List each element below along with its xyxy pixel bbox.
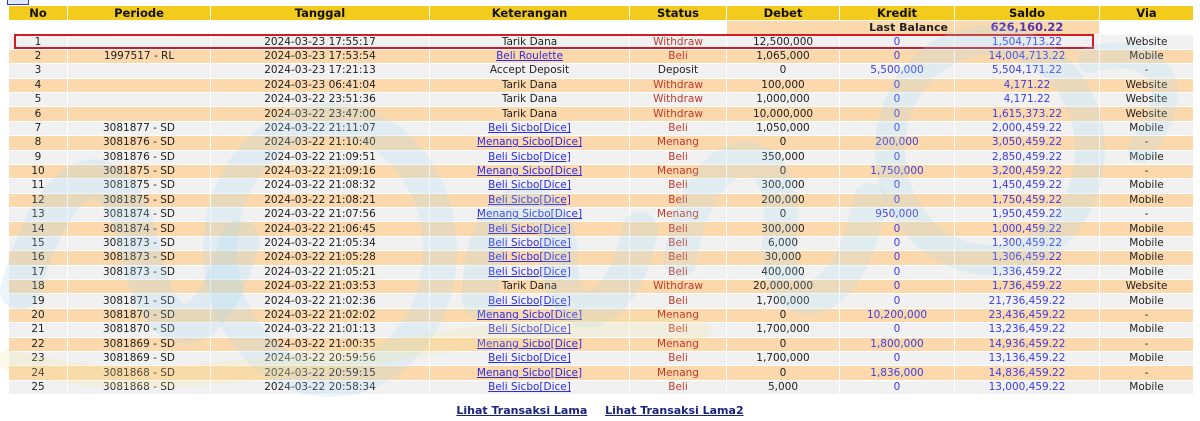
keterangan-link[interactable]: Menang Sicbo[Dice] — [476, 165, 583, 178]
cell-kredit: 0 — [840, 222, 955, 236]
table-row — [9, 351, 1194, 365]
cell-via: - — [1100, 337, 1194, 351]
cell-tanggal: 2024-03-22 21:01:13 — [211, 323, 430, 337]
cell-no: 20 — [9, 308, 68, 322]
cell-no: 13 — [9, 208, 68, 222]
cell-no: 5 — [9, 92, 68, 106]
cell-via: Website — [1100, 107, 1194, 121]
cell-keterangan — [430, 366, 630, 380]
cell-kredit: 0 — [840, 380, 955, 394]
table-row — [9, 308, 1194, 322]
cell-no: 18 — [9, 280, 68, 294]
cell-periode: 3081869 - SD — [68, 337, 211, 351]
cell-debet: 12,500,000 — [727, 35, 840, 49]
cell-saldo: 3,200,459.22 — [955, 164, 1100, 178]
cell-via: - — [1100, 366, 1194, 380]
cell-tanggal: 2024-03-22 20:59:15 — [211, 366, 430, 380]
cell-debet: 5,000 — [727, 380, 840, 394]
cell-status: Menang — [630, 208, 727, 222]
keterangan-link[interactable]: Beli Sicbo[Dice] — [488, 193, 571, 206]
cell-keterangan — [430, 351, 630, 365]
cell-debet: 1,050,000 — [727, 121, 840, 135]
keterangan-link[interactable]: Menang Sicbo[Dice] — [476, 208, 583, 221]
cell-tanggal: 2024-03-22 21:11:07 — [211, 121, 430, 135]
cell-via: - — [1100, 64, 1194, 78]
cell-debet: 1,700,000 — [727, 294, 840, 308]
cell-debet: 30,000 — [727, 251, 840, 265]
cell-tanggal: 2024-03-22 21:06:45 — [211, 222, 430, 236]
cell-status: Beli — [630, 323, 727, 337]
cell-periode — [68, 107, 211, 121]
cell-debet: 6,000 — [727, 236, 840, 250]
cell-periode: 1997517 - RL — [68, 49, 211, 63]
cell-debet: 300,000 — [727, 222, 840, 236]
cell-periode: 3081874 - SD — [68, 222, 211, 236]
table-row — [9, 222, 1194, 236]
cell-keterangan: Tarik Dana — [430, 35, 630, 49]
cell-via: Website — [1100, 92, 1194, 106]
cell-tanggal: 2024-03-22 21:05:28 — [211, 251, 430, 265]
cell-keterangan — [430, 49, 630, 63]
table-row — [9, 64, 1194, 78]
cell-status: Beli — [630, 236, 727, 250]
cell-periode: 3081868 - SD — [68, 380, 211, 394]
cell-tanggal: 2024-03-22 21:10:40 — [211, 136, 430, 150]
cell-tanggal: 2024-03-22 21:05:34 — [211, 236, 430, 250]
cell-saldo: 4,171.22 — [955, 78, 1100, 92]
cell-no: 25 — [9, 380, 68, 394]
cell-via: Mobile — [1100, 323, 1194, 337]
cell-debet: 200,000 — [727, 193, 840, 207]
cell-periode: 3081876 - SD — [68, 150, 211, 164]
cell-no: 22 — [9, 337, 68, 351]
cell-periode — [68, 280, 211, 294]
cell-keterangan: Tarik Dana — [430, 78, 630, 92]
cell-keterangan — [430, 308, 630, 322]
cell-keterangan: Tarik Dana — [430, 107, 630, 121]
cell-saldo: 21,736,459.22 — [955, 294, 1100, 308]
cell-saldo: 13,136,459.22 — [955, 351, 1100, 365]
cell-via: Website — [1100, 35, 1194, 49]
table-row — [9, 265, 1194, 279]
cell-no: 21 — [9, 323, 68, 337]
cell-saldo: 2,850,459.22 — [955, 150, 1100, 164]
cell-saldo: 5,504,171.22 — [955, 64, 1100, 78]
cell-saldo: 2,000,459.22 — [955, 121, 1100, 135]
keterangan-link[interactable]: Beli Sicbo[Dice] — [488, 380, 571, 393]
cell-saldo: 14,004,713.22 — [955, 49, 1100, 63]
cell-status: Withdraw — [630, 92, 727, 106]
table-row — [9, 280, 1194, 294]
cell-kredit: 0 — [840, 107, 955, 121]
cell-tanggal: 2024-03-22 21:02:36 — [211, 294, 430, 308]
last-balance-row — [9, 21, 1194, 35]
cell-via: Mobile — [1100, 121, 1194, 135]
cell-debet: 0 — [727, 366, 840, 380]
cell-tanggal: 2024-03-23 17:53:54 — [211, 49, 430, 63]
cell-no: 17 — [9, 265, 68, 279]
cell-kredit: 0 — [840, 236, 955, 250]
cell-keterangan — [430, 251, 630, 265]
cell-debet: 10,000,000 — [727, 107, 840, 121]
cell-no: 10 — [9, 164, 68, 178]
cell-kredit: 10,200,000 — [840, 308, 955, 322]
cell-periode: 3081870 - SD — [68, 323, 211, 337]
cell-status: Menang — [630, 308, 727, 322]
table-row — [9, 35, 1194, 49]
cell-status: Menang — [630, 136, 727, 150]
cell-saldo: 1,950,459.22 — [955, 208, 1100, 222]
cell-debet: 0 — [727, 337, 840, 351]
table-row — [9, 49, 1194, 63]
header-saldo: Saldo — [955, 6, 1100, 21]
cell-no: 2 — [9, 49, 68, 63]
cell-kredit: 0 — [840, 78, 955, 92]
cell-keterangan — [430, 265, 630, 279]
cell-no: 3 — [9, 64, 68, 78]
cell-saldo: 14,836,459.22 — [955, 366, 1100, 380]
cell-tanggal: 2024-03-23 17:21:13 — [211, 64, 430, 78]
cell-no: 15 — [9, 236, 68, 250]
cell-periode — [68, 35, 211, 49]
table-header-row — [9, 6, 1194, 21]
header-no: No — [9, 6, 68, 21]
cell-kredit: 0 — [840, 265, 955, 279]
keterangan-link[interactable]: Beli Sicbo[Dice] — [488, 121, 571, 134]
cell-tanggal: 2024-03-22 20:58:34 — [211, 380, 430, 394]
cell-keterangan — [430, 337, 630, 351]
table-row — [9, 337, 1194, 351]
cell-via: Mobile — [1100, 150, 1194, 164]
cell-kredit: 1,836,000 — [840, 366, 955, 380]
cell-status: Withdraw — [630, 280, 727, 294]
cell-kredit: 5,500,000 — [840, 64, 955, 78]
cell-saldo: 1,750,459.22 — [955, 193, 1100, 207]
cell-status: Beli — [630, 351, 727, 365]
cell-saldo: 13,236,459.22 — [955, 323, 1100, 337]
cell-via: Mobile — [1100, 193, 1194, 207]
cell-debet: 300,000 — [727, 179, 840, 193]
cell-saldo: 1,300,459.22 — [955, 236, 1100, 250]
table-row — [9, 150, 1194, 164]
cell-keterangan — [430, 136, 630, 150]
lihat-transaksi-lama2-link[interactable]: Lihat Transaksi Lama2 — [605, 404, 744, 417]
cell-keterangan: Tarik Dana — [430, 92, 630, 106]
cell-saldo: 4,171.22 — [955, 92, 1100, 106]
cell-no: 24 — [9, 366, 68, 380]
cell-status: Beli — [630, 380, 727, 394]
cell-tanggal: 2024-03-23 17:55:17 — [211, 35, 430, 49]
table-row — [9, 251, 1194, 265]
cell-via: Website — [1100, 280, 1194, 294]
cell-saldo: 3,050,459.22 — [955, 136, 1100, 150]
cell-kredit: 0 — [840, 280, 955, 294]
table-row — [9, 179, 1194, 193]
cell-status: Beli — [630, 121, 727, 135]
cell-debet: 0 — [727, 136, 840, 150]
cell-no: 12 — [9, 193, 68, 207]
cell-keterangan — [430, 150, 630, 164]
cell-kredit: 0 — [840, 49, 955, 63]
cell-tanggal: 2024-03-22 21:03:53 — [211, 280, 430, 294]
cell-status: Withdraw — [630, 107, 727, 121]
table-row — [9, 380, 1194, 394]
cell-keterangan — [430, 121, 630, 135]
cell-via: Mobile — [1100, 251, 1194, 265]
cell-status: Beli — [630, 49, 727, 63]
cell-kredit: 950,000 — [840, 208, 955, 222]
cell-periode — [68, 92, 211, 106]
cell-no: 11 — [9, 179, 68, 193]
cell-keterangan: Tarik Dana — [430, 280, 630, 294]
keterangan-link[interactable]: Beli Roulette — [496, 49, 563, 62]
cell-tanggal: 2024-03-22 21:05:21 — [211, 265, 430, 279]
keterangan-link[interactable]: Beli Sicbo[Dice] — [488, 150, 571, 163]
cell-no: 6 — [9, 107, 68, 121]
cell-status: Menang — [630, 366, 727, 380]
cell-kredit: 0 — [840, 92, 955, 106]
cell-no: 1 — [9, 35, 68, 49]
cell-kredit: 1,800,000 — [840, 337, 955, 351]
cell-periode: 3081868 - SD — [68, 366, 211, 380]
cell-keterangan — [430, 294, 630, 308]
cell-via: Mobile — [1100, 179, 1194, 193]
cell-tanggal: 2024-03-22 21:07:56 — [211, 208, 430, 222]
cell-kredit: 0 — [840, 179, 955, 193]
keterangan-link[interactable]: Menang Sicbo[Dice] — [476, 136, 583, 149]
cell-via: Mobile — [1100, 380, 1194, 394]
keterangan-link[interactable]: Beli Sicbo[Dice] — [488, 251, 571, 264]
keterangan-link[interactable]: Beli Sicbo[Dice] — [488, 323, 571, 336]
cell-debet: 350,000 — [727, 150, 840, 164]
cell-via: Mobile — [1100, 265, 1194, 279]
cell-periode: 3081875 - SD — [68, 164, 211, 178]
cell-kredit: 0 — [840, 351, 955, 365]
cell-via: Mobile — [1100, 351, 1194, 365]
lihat-transaksi-lama-link[interactable]: Lihat Transaksi Lama — [456, 404, 588, 417]
cell-status: Beli — [630, 265, 727, 279]
keterangan-link[interactable]: Menang Sicbo[Dice] — [476, 309, 583, 321]
cell-no: 23 — [9, 351, 68, 365]
cell-kredit: 0 — [840, 193, 955, 207]
table-row — [9, 136, 1194, 150]
cell-tanggal: 2024-03-22 21:02:02 — [211, 308, 430, 322]
cell-status: Beli — [630, 294, 727, 308]
cell-keterangan — [430, 236, 630, 250]
cell-no: 19 — [9, 294, 68, 308]
cell-status: Beli — [630, 150, 727, 164]
cell-saldo: 1,450,459.22 — [955, 179, 1100, 193]
cell-via: Mobile — [1100, 49, 1194, 63]
cell-keterangan — [430, 208, 630, 222]
cell-status: Beli — [630, 179, 727, 193]
cell-periode: 3081875 - SD — [68, 179, 211, 193]
transaction-table — [8, 5, 1194, 395]
cell-status: Withdraw — [630, 35, 727, 49]
cell-debet: 1,000,000 — [727, 92, 840, 106]
cell-saldo: 14,936,459.22 — [955, 337, 1100, 351]
cell-debet: 100,000 — [727, 78, 840, 92]
cell-saldo: 1,504,713.22 — [955, 35, 1100, 49]
footer-links — [0, 404, 1200, 417]
cell-periode: 3081869 - SD — [68, 351, 211, 365]
cell-tanggal: 2024-03-22 20:59:56 — [211, 351, 430, 365]
table-row — [9, 323, 1194, 337]
cell-tanggal: 2024-03-22 21:00:35 — [211, 337, 430, 351]
table-row — [9, 236, 1194, 250]
keterangan-link[interactable]: Menang Sicbo[Dice] — [476, 366, 583, 379]
keterangan-link[interactable]: Beli Sicbo[Dice] — [488, 237, 571, 250]
last-balance-value: 626,160.22 — [955, 21, 1100, 35]
cell-debet: 0 — [727, 64, 840, 78]
cell-kredit: 0 — [840, 35, 955, 49]
cell-periode: 3081870 - SD — [68, 308, 211, 322]
cell-via: - — [1100, 136, 1194, 150]
keterangan-link[interactable]: Beli Sicbo[Dice] — [488, 179, 571, 192]
cell-via: - — [1100, 208, 1194, 222]
cell-status: Beli — [630, 222, 727, 236]
cell-keterangan — [430, 164, 630, 178]
keterangan-link[interactable]: Beli Sicbo[Dice] — [488, 265, 571, 278]
cell-via: Mobile — [1100, 222, 1194, 236]
cell-debet: 0 — [727, 164, 840, 178]
cell-kredit: 0 — [840, 294, 955, 308]
table-row — [9, 78, 1194, 92]
cell-kredit: 200,000 — [840, 136, 955, 150]
keterangan-link[interactable]: Beli Sicbo[Dice] — [488, 352, 571, 365]
cell-keterangan — [430, 222, 630, 236]
cell-kredit: 0 — [840, 150, 955, 164]
cell-kredit: 1,750,000 — [840, 164, 955, 178]
cell-kredit: 0 — [840, 121, 955, 135]
cell-periode: 3081871 - SD — [68, 294, 211, 308]
cell-no: 4 — [9, 78, 68, 92]
header-tanggal: Tanggal — [211, 6, 430, 21]
cell-saldo: 1,000,459.22 — [955, 222, 1100, 236]
cell-tanggal: 2024-03-22 23:47:00 — [211, 107, 430, 121]
cell-tanggal: 2024-03-23 06:41:04 — [211, 78, 430, 92]
cell-periode: 3081873 - SD — [68, 236, 211, 250]
cell-status: Withdraw — [630, 78, 727, 92]
cell-status: Beli — [630, 251, 727, 265]
header-keterangan: Keterangan — [430, 6, 630, 21]
cell-saldo: 23,436,459.22 — [955, 308, 1100, 322]
keterangan-link[interactable]: Beli Sicbo[Dice] — [488, 222, 571, 235]
cell-via: - — [1100, 164, 1194, 178]
cell-keterangan — [430, 323, 630, 337]
header-kredit: Kredit — [840, 6, 955, 21]
table-row — [9, 164, 1194, 178]
header-via: Via — [1100, 6, 1194, 21]
cell-via: Website — [1100, 78, 1194, 92]
cell-no: 16 — [9, 251, 68, 265]
keterangan-link[interactable]: Menang Sicbo[Dice] — [476, 337, 583, 350]
cell-status: Deposit — [630, 64, 727, 78]
cell-saldo: 1,306,459.22 — [955, 251, 1100, 265]
last-balance-label: Last Balance — [727, 21, 955, 35]
cell-saldo: 1,736,459.22 — [955, 280, 1100, 294]
cell-via: - — [1100, 308, 1194, 322]
cell-saldo: 1,615,373.22 — [955, 107, 1100, 121]
cell-saldo: 13,000,459.22 — [955, 380, 1100, 394]
table-row — [9, 92, 1194, 106]
cell-tanggal: 2024-03-22 23:51:36 — [211, 92, 430, 106]
cell-tanggal: 2024-03-22 21:09:16 — [211, 164, 430, 178]
cell-kredit: 0 — [840, 323, 955, 337]
cell-no: 14 — [9, 222, 68, 236]
cell-tanggal: 2024-03-22 21:08:21 — [211, 193, 430, 207]
cell-periode — [68, 64, 211, 78]
cell-periode: 3081874 - SD — [68, 208, 211, 222]
cell-tanggal: 2024-03-22 21:08:32 — [211, 179, 430, 193]
cell-via: Mobile — [1100, 294, 1194, 308]
table-row — [9, 193, 1194, 207]
cell-tanggal: 2024-03-22 21:09:51 — [211, 150, 430, 164]
cell-keterangan — [430, 179, 630, 193]
cell-status: Menang — [630, 164, 727, 178]
cell-periode — [68, 78, 211, 92]
cell-debet: 20,000,000 — [727, 280, 840, 294]
cell-status: Beli — [630, 193, 727, 207]
header-status: Status — [630, 6, 727, 21]
table-row — [9, 107, 1194, 121]
cell-periode: 3081876 - SD — [68, 136, 211, 150]
cell-saldo: 1,336,459.22 — [955, 265, 1100, 279]
cell-keterangan — [430, 193, 630, 207]
cell-keterangan: Accept Deposit — [430, 64, 630, 78]
table-row — [9, 294, 1194, 308]
header-debet: Debet — [727, 6, 840, 21]
cell-periode: 3081875 - SD — [68, 193, 211, 207]
cell-debet: 1,700,000 — [727, 351, 840, 365]
header-periode: Periode — [68, 6, 211, 21]
table-row — [9, 208, 1194, 222]
cell-kredit: 0 — [840, 251, 955, 265]
cell-periode: 3081877 - SD — [68, 121, 211, 135]
cell-periode: 3081873 - SD — [68, 251, 211, 265]
cell-debet: 400,000 — [727, 265, 840, 279]
cell-no: 7 — [9, 121, 68, 135]
cell-debet: 1,065,000 — [727, 49, 840, 63]
cell-keterangan — [430, 380, 630, 394]
keterangan-link[interactable]: Beli Sicbo[Dice] — [488, 294, 571, 307]
cell-periode: 3081873 - SD — [68, 265, 211, 279]
cell-debet: 1,700,000 — [727, 323, 840, 337]
cell-no: 8 — [9, 136, 68, 150]
table-row — [9, 366, 1194, 380]
cell-debet: 0 — [727, 308, 840, 322]
cell-debet: 0 — [727, 208, 840, 222]
table-row — [9, 121, 1194, 135]
cell-status: Menang — [630, 337, 727, 351]
cell-via: Mobile — [1100, 236, 1194, 250]
cell-no: 9 — [9, 150, 68, 164]
